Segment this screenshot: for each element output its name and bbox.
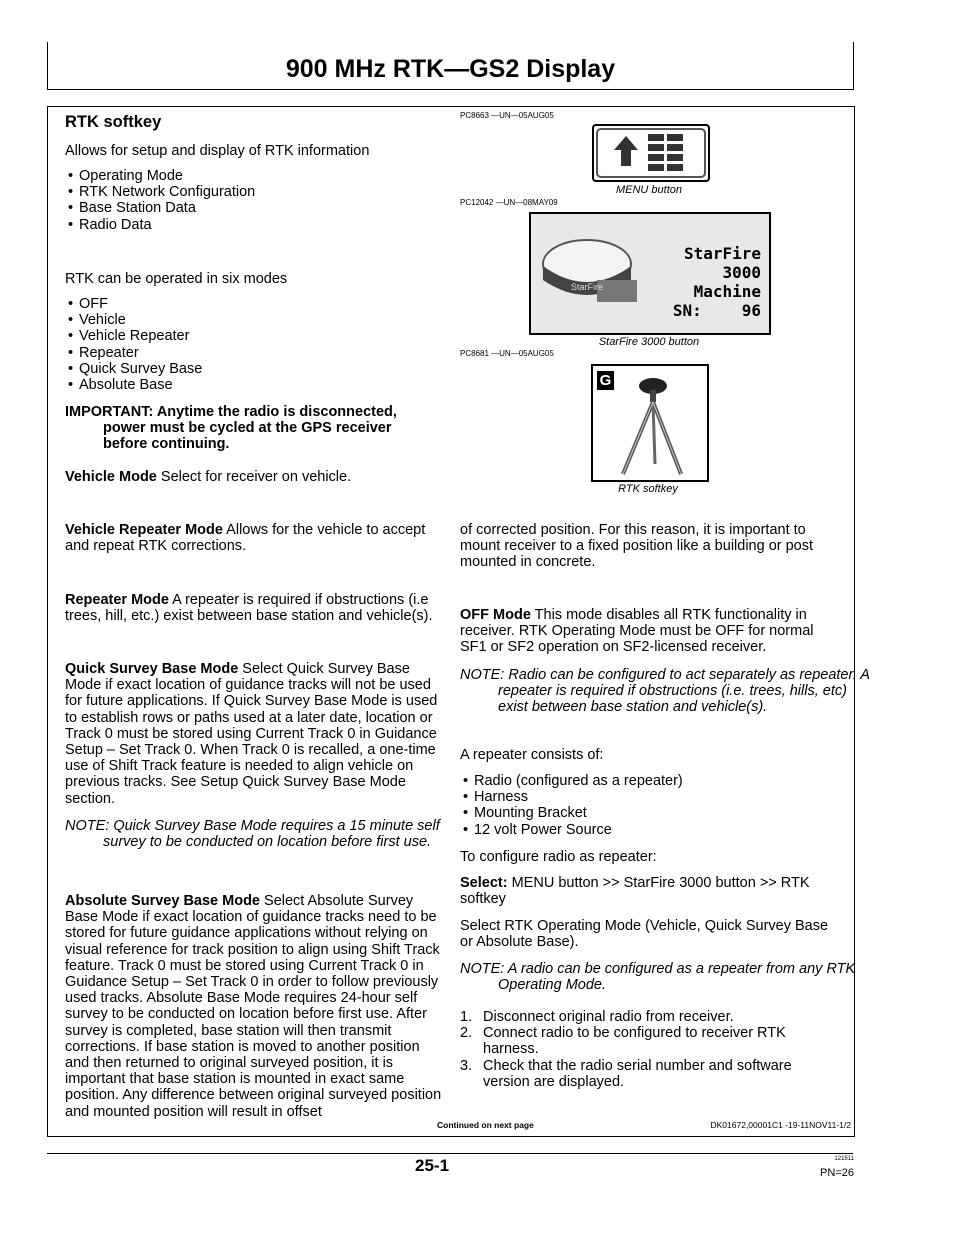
footer-rule [47,1153,853,1154]
absolute-survey-paragraph: Absolute Survey Base Mode Select Absolute Survey Base Mode if exact location of guidance tracks need to be stored for future guidance applications without relying on visual reference for track position to align using Shift Track feature. Track 0 must be stored using Current Track 0 in Guidance Setup – Set Track 0 in order to follow previously used tracks. Absolute Base Mode requires 24-hour self survey to be conducted on location before first use. After survey is completed, base station will then transmit corrections. If base station is moved to another position and then returned to original surveyed position, it is important that base station is mounted in exact same position. Any difference between original surveyed position and mounted position will result in offset [65,893,442,1120]
vehicle-mode-paragraph: Vehicle Mode Select for receiver on vehicle. [65,469,352,485]
vehicle-repeater-paragraph: Vehicle Repeater Mode Allows for the vehicle to accept and repeat RTK corrections. [65,522,426,555]
list-item: • Quick Survey Base [68,361,448,377]
modes-list [65,296,448,393]
repeater-consists-intro: A repeater consists of: [460,747,604,763]
vehicle-mode-label: Vehicle Mode [65,469,157,485]
menu-icon [594,126,708,180]
g-letter-badge: G [597,371,614,390]
tripod-icon [593,366,707,480]
quick-survey-label: Quick Survey Base Mode [65,661,239,677]
quick-survey-paragraph: Quick Survey Base Mode Select Quick Survey Base Mode if exact location of guidance tracks will not be used for future applications. If Quick Survey Base Mode is used to establish rows or paths used at a later date, location or Track 0 must be stored using Current Track 0 in Guidance Setup – Set Track 0. When Track 0 is recalled, a one-time use of Shift Track feature is needed to align vehicle on previous tracks. See Setup Quick Survey Base Mode section. [65,661,438,807]
page-number: 25-1 [415,1156,450,1175]
menu-button-caption: MENU button [615,184,683,196]
figure-code: PC8663 —UN—05AUG05 [460,111,554,120]
doc-code: DK01672,00001C1 -19-11NOV11-1/2 [710,1120,851,1130]
list-item: • Vehicle [68,312,448,328]
list-item: • Base Station Data [68,200,448,216]
continued-label: Continued on next page [437,1120,534,1130]
repeater-mode-paragraph: Repeater Mode A repeater is required if obstructions (i.e trees, hill, etc.) exist between base station and vehicle(s). [65,592,433,625]
date-code: 121511 [834,1156,854,1162]
off-mode-paragraph: OFF Mode This mode disables all RTK functionality in receiver. RTK Operating Mode must be OFF for normal SF1 or SF2 operation on SF2-licensed receiver. [460,607,814,656]
select-mode-paragraph: Select RTK Operating Mode (Vehicle, Quick Survey Base or Absolute Base). [460,918,829,951]
off-mode-label: OFF Mode [460,607,531,623]
list-item: • Vehicle Repeater [68,328,448,344]
svg-text:StarFire: StarFire [571,282,604,292]
rtk-softkey-image [591,364,709,482]
quick-survey-note: NOTE: Quick Survey Base Mode requires a 15 minute self survey to be conducted on location before first use. [65,818,440,851]
select-label: Select: [460,875,508,891]
list-item: • 12 volt Power Source [463,822,843,838]
list-item: 2. Connect radio to be configured to receiver RTK harness. [460,1025,786,1058]
list-item: • Harness [463,789,843,805]
list-item: • Absolute Base [68,377,448,393]
rtk-softkey-heading: RTK softkey [65,113,162,131]
rtk-info-list [65,168,448,233]
rtk-softkey-intro: Allows for setup and display of RTK information [65,143,370,159]
starfire-button-caption: StarFire 3000 button [598,336,700,348]
important-notice: IMPORTANT: Anytime the radio is disconnected, power must be cycled at the GPS receiver before continuing. [65,404,397,453]
select-path-paragraph: Select: MENU button >> StarFire 3000 button >> RTK softkey [460,875,810,908]
list-item: 1. Disconnect original radio from receiver. [460,1009,734,1025]
page-title: 900 MHz RTK—GS2 Display [285,55,616,83]
list-item: • Radio Data [68,217,448,233]
configure-intro: To configure radio as repeater: [460,849,657,865]
title-box [47,42,854,90]
list-item: • RTK Network Configuration [68,184,448,200]
absolute-survey-label: Absolute Survey Base Mode [65,893,260,909]
starfire-button-image [529,212,771,335]
any-mode-note: NOTE: A radio can be configured as a repeater from any RTK Operating Mode. [460,961,856,994]
menu-button-image [592,124,710,182]
offset-continued-paragraph: of corrected position. For this reason, it is important to mount receiver to a fixed position like a building or post mounted in concrete. [460,522,814,571]
rtk-softkey-caption: RTK softkey [618,483,678,495]
list-item: • OFF [68,296,448,312]
figure-code: PC12042 —UN—08MAY09 [460,198,558,207]
vehicle-repeater-label: Vehicle Repeater Mode [65,522,223,538]
list-item: • Operating Mode [68,168,448,184]
starfire-display-text: StarFire 3000 Machine SN: 96 [672,244,761,320]
configure-steps-list [460,1009,840,1090]
receiver-icon [537,228,655,320]
radio-note: NOTE: Radio can be configured to act separately as repeater. A repeater is required if obstructions (i.e. trees, hills, etc) exist between base station and vehicle(s). [460,667,870,716]
repeater-mode-label: Repeater Mode [65,592,169,608]
figure-code: PC8681 —UN—05AUG05 [460,349,554,358]
modes-intro: RTK can be operated in six modes [65,271,288,287]
list-item: • Mounting Bracket [463,805,843,821]
list-item: 3. Check that the radio serial number and software version are displayed. [460,1057,792,1090]
list-item: • Repeater [68,345,448,361]
list-item: • Radio (configured as a repeater) [463,773,843,789]
pn-label: PN=26 [820,1167,854,1179]
repeater-items-list [460,773,843,838]
